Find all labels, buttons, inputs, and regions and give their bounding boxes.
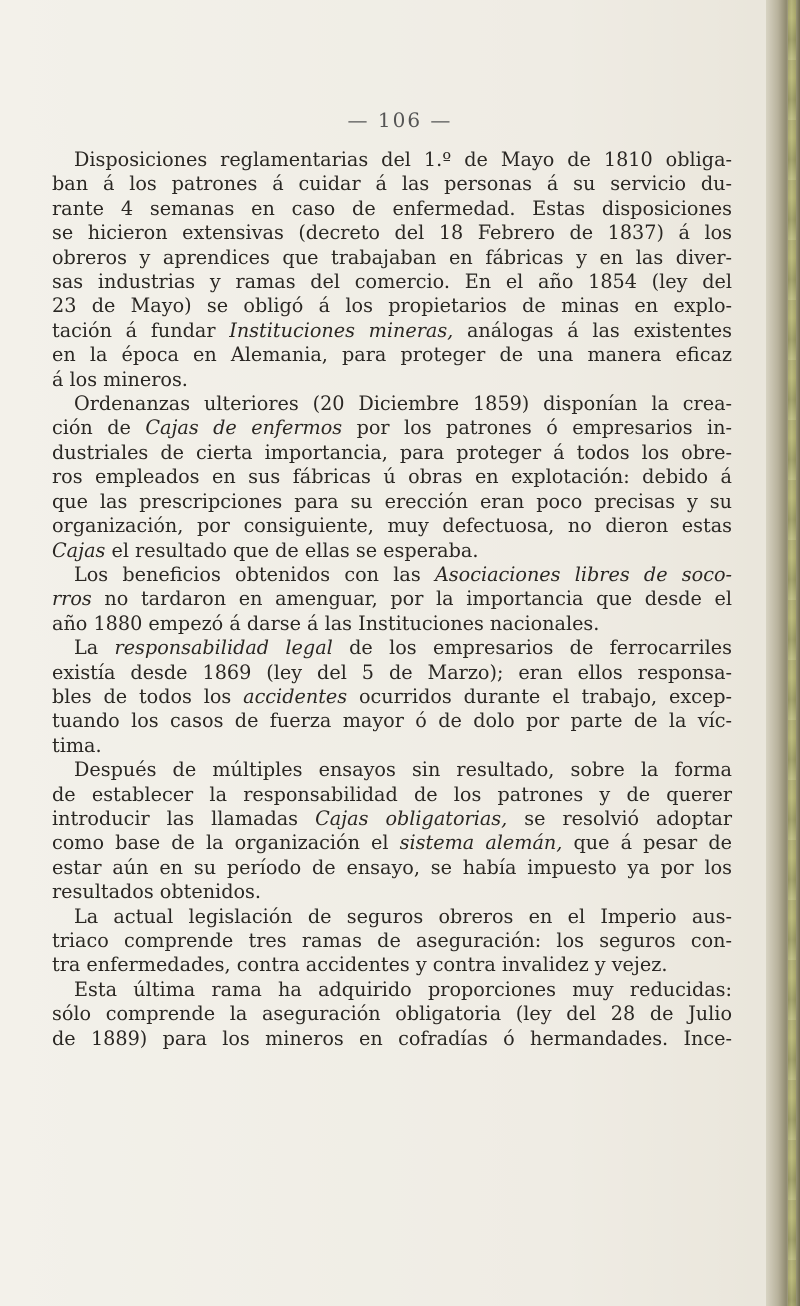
text-line: triaco comprende tres ramas de aseguración: los seguros con- (52, 929, 732, 952)
text-line: que las prescripciones para su erección eran poco precisas y su (52, 489, 732, 513)
text-line: como base de la organización el sistema alemán, que á pesar de (52, 831, 732, 855)
text-line: Los beneficios obtenidos con las Asociaciones libres de soco- (74, 562, 732, 586)
text-line: en la época en Alemania, para proteger de una manera eficaz (52, 343, 732, 367)
text-line: La responsabilidad legal de los empresarios de ferrocarriles (74, 636, 733, 660)
text-line: se hicieron extensivas (decreto del 18 Febrero de 1837) á los (52, 221, 732, 245)
text-line: á los mineros. (52, 367, 188, 391)
text-line: de establecer la responsabilidad de los patrones y de querer (52, 782, 732, 806)
page-binding-edge (766, 0, 800, 1306)
paragraph-3 (52, 563, 732, 636)
text-line: La actual legislación de seguros obreros en el Imperio aus- (74, 904, 732, 928)
text-line: año 1880 empezó á darse á las Instituciones nacionales. (52, 611, 600, 635)
text-line: dustriales de cierta importancia, para proteger á todos los obre- (52, 440, 732, 464)
paragraph-7 (52, 978, 732, 1051)
paragraph-4 (52, 636, 732, 758)
body-text (52, 148, 732, 1051)
text-line: Ordenanzas ulteriores (20 Diciembre 1859) disponían la crea- (74, 392, 732, 416)
text-line: Esta última rama ha adquirido proporciones muy reducidas: (74, 977, 732, 1001)
text-line: de 1889) para los mineros en cofradías ó hermandades. Ince- (52, 1026, 732, 1050)
text-line: estar aún en su período de ensayo, se había impuesto ya por los (52, 855, 732, 879)
paragraph-6 (52, 905, 732, 978)
text-line: ban á los patrones á cuidar á las personas á su servicio du- (52, 172, 732, 196)
page-number: — 106 — (347, 108, 453, 132)
text-line: sas industrias y ramas del comercio. En el año 1854 (ley del (52, 270, 732, 294)
text-line: ción de Cajas de enfermos por los patrones ó empresarios in- (52, 416, 732, 440)
text-line: organización, por consiguiente, muy defectuosa, no dieron estas (52, 514, 732, 538)
text-line: bles de todos los accidentes ocurridos durante el trabajo, excep- (52, 684, 733, 708)
paragraph-5 (52, 758, 732, 904)
text-line: 23 de Mayo) se obligó á los propietarios de minas en explo- (52, 294, 732, 318)
text-line: Cajas el resultado que de ellas se esperaba. (52, 538, 479, 562)
text-line: tra enfermedades, contra accidentes y contra invalidez y vejez. (52, 953, 668, 977)
text-line: Disposiciones reglamentarias del 1.º de Mayo de 1810 obliga- (74, 148, 732, 171)
text-line: introducir las llamadas Cajas obligatorias, se resolvió adoptar (52, 806, 733, 830)
text-line: tuando los casos de fuerza mayor ó de dolo por parte de la víc- (52, 709, 732, 733)
text-line: rante 4 semanas en caso de enfermedad. Estas disposiciones (52, 196, 732, 220)
text-line: tima. (52, 733, 102, 757)
text-line: sólo comprende la aseguración obligatoria (ley del 28 de Julio (52, 1002, 732, 1026)
text-line: obreros y aprendices que trabajaban en fábricas y en las diver- (52, 245, 732, 269)
paragraph-2 (52, 392, 732, 563)
text-line: Después de múltiples ensayos sin resultado, sobre la forma (74, 758, 732, 782)
text-line: ros empleados en sus fábricas ú obras en explotación: debido á (52, 465, 732, 489)
text-line: existía desde 1869 (ley del 5 de Marzo); eran ellos responsa- (52, 660, 732, 684)
text-line: tación á fundar Instituciones mineras, análogas á las existentes (52, 318, 732, 342)
paragraph-1 (52, 148, 732, 392)
text-line: rros no tardaron en amenguar, por la importancia que desde el (52, 587, 732, 611)
text-line: resultados obtenidos. (52, 880, 261, 904)
